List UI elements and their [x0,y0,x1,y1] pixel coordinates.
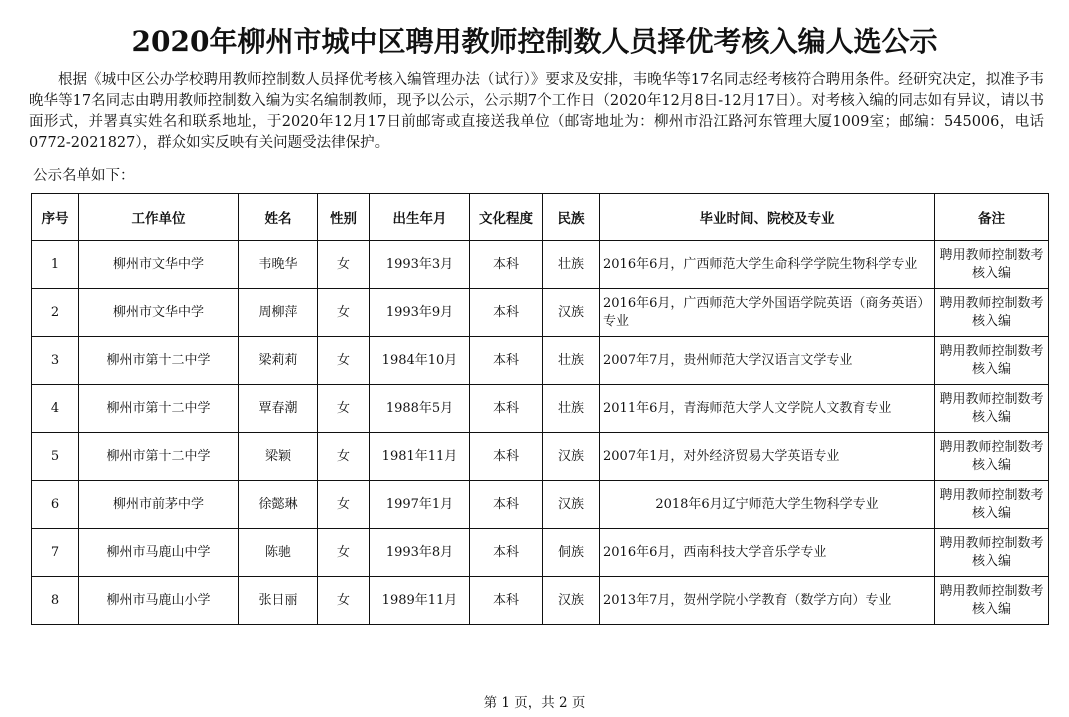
cell-birth: 1993年9月 [370,289,470,337]
cell-birth: 1984年10月 [370,337,470,385]
header-graduation: 毕业时间、院校及专业 [600,194,935,241]
cell-name: 梁莉莉 [239,337,318,385]
cell-remark: 聘用教师控制数考核入编 [935,289,1049,337]
cell-gender: 女 [318,289,370,337]
cell-education: 本科 [470,577,543,625]
cell-graduation: 2016年6月，广西师范大学外国语学院英语（商务英语）专业 [600,289,935,337]
cell-name: 陈驰 [239,529,318,577]
cell-graduation: 2011年6月，青海师范大学人文学院人文教育专业 [600,385,935,433]
header-education: 文化程度 [470,194,543,241]
cell-remark: 聘用教师控制数考核入编 [935,529,1049,577]
cell-name: 覃春潮 [239,385,318,433]
table-row [32,337,1049,385]
cell-gender: 女 [318,529,370,577]
table-row [32,289,1049,337]
cell-work-unit: 柳州市第十二中学 [79,433,239,481]
cell-birth: 1981年11月 [370,433,470,481]
table-row [32,433,1049,481]
table-row [32,241,1049,289]
header-gender: 性别 [318,194,370,241]
table-row [32,481,1049,529]
table-header-row [32,194,1049,241]
cell-index: 3 [32,337,79,385]
cell-gender: 女 [318,337,370,385]
cell-remark: 聘用教师控制数考核入编 [935,241,1049,289]
cell-birth: 1993年8月 [370,529,470,577]
cell-ethnicity: 壮族 [543,241,600,289]
cell-index: 5 [32,433,79,481]
cell-graduation: 2016年6月，广西师范大学生命科学学院生物科学专业 [600,241,935,289]
cell-graduation: 2007年7月，贵州师范大学汉语言文学专业 [600,337,935,385]
cell-remark: 聘用教师控制数考核入编 [935,481,1049,529]
cell-work-unit: 柳州市第十二中学 [79,337,239,385]
cell-name: 周柳萍 [239,289,318,337]
cell-graduation: 2018年6月辽宁师范大学生物科学专业 [600,481,935,529]
header-birth: 出生年月 [370,194,470,241]
candidate-table [31,193,1049,625]
cell-name: 徐懿琳 [239,481,318,529]
cell-education: 本科 [470,433,543,481]
cell-name: 张日丽 [239,577,318,625]
cell-work-unit: 柳州市文华中学 [79,289,239,337]
cell-graduation: 2013年7月，贺州学院小学教育（数学方向）专业 [600,577,935,625]
cell-gender: 女 [318,241,370,289]
cell-work-unit: 柳州市马鹿山中学 [79,529,239,577]
cell-ethnicity: 壮族 [543,385,600,433]
cell-work-unit: 柳州市文华中学 [79,241,239,289]
cell-birth: 1993年3月 [370,241,470,289]
header-work-unit: 工作单位 [79,194,239,241]
table-row [32,385,1049,433]
cell-education: 本科 [470,289,543,337]
cell-ethnicity: 汉族 [543,433,600,481]
header-remark: 备注 [935,194,1049,241]
cell-ethnicity: 汉族 [543,481,600,529]
cell-index: 6 [32,481,79,529]
cell-remark: 聘用教师控制数考核入编 [935,433,1049,481]
header-name: 姓名 [239,194,318,241]
header-index: 序号 [32,194,79,241]
cell-index: 2 [32,289,79,337]
cell-index: 4 [32,385,79,433]
cell-gender: 女 [318,577,370,625]
cell-remark: 聘用教师控制数考核入编 [935,577,1049,625]
cell-education: 本科 [470,241,543,289]
list-intro: 公示名单如下： [33,168,135,184]
cell-remark: 聘用教师控制数考核入编 [935,385,1049,433]
page-title: 2020年柳州市城中区聘用教师控制数人员择优考核入编人选公示 [131,25,938,58]
cell-work-unit: 柳州市第十二中学 [79,385,239,433]
cell-education: 本科 [470,481,543,529]
cell-name: 韦晚华 [239,241,318,289]
cell-education: 本科 [470,385,543,433]
notice-paragraph: 根据《城中区公办学校聘用教师控制数人员择优考核入编管理办法（试行）》要求及安排，韦晚华等17名同志经考核符合聘用条件。经研究决定，拟准予韦晚华等17名同志由聘用教师控制数入编为实名编制教师，现予以公示，公示期7个工作日（2020年12月8日-12月17日）。对考核入编的同志如有异议，请以书面形式，并署真实姓名和联系地址，于2020年12月17日前邮寄或直接送我单位（邮寄地址为：柳州市沿江路河东管理大厦1009室；邮编：545006，电话0772-2021827），群众如实反映有关问题受法律保护。 [29,72,1044,151]
cell-gender: 女 [318,433,370,481]
cell-ethnicity: 壮族 [543,337,600,385]
cell-ethnicity: 汉族 [543,577,600,625]
cell-education: 本科 [470,529,543,577]
cell-education: 本科 [470,337,543,385]
cell-index: 8 [32,577,79,625]
cell-ethnicity: 侗族 [543,529,600,577]
cell-birth: 1997年1月 [370,481,470,529]
page-footer: 第 1 页，共 2 页 [483,695,586,711]
cell-index: 1 [32,241,79,289]
table-row [32,529,1049,577]
cell-graduation: 2016年6月，西南科技大学音乐学专业 [600,529,935,577]
cell-birth: 1988年5月 [370,385,470,433]
cell-work-unit: 柳州市前茅中学 [79,481,239,529]
cell-birth: 1989年11月 [370,577,470,625]
cell-name: 梁颖 [239,433,318,481]
header-ethnicity: 民族 [543,194,600,241]
cell-gender: 女 [318,481,370,529]
cell-graduation: 2007年1月，对外经济贸易大学英语专业 [600,433,935,481]
cell-remark: 聘用教师控制数考核入编 [935,337,1049,385]
cell-work-unit: 柳州市马鹿山小学 [79,577,239,625]
table-row [32,577,1049,625]
cell-gender: 女 [318,385,370,433]
cell-ethnicity: 汉族 [543,289,600,337]
cell-index: 7 [32,529,79,577]
